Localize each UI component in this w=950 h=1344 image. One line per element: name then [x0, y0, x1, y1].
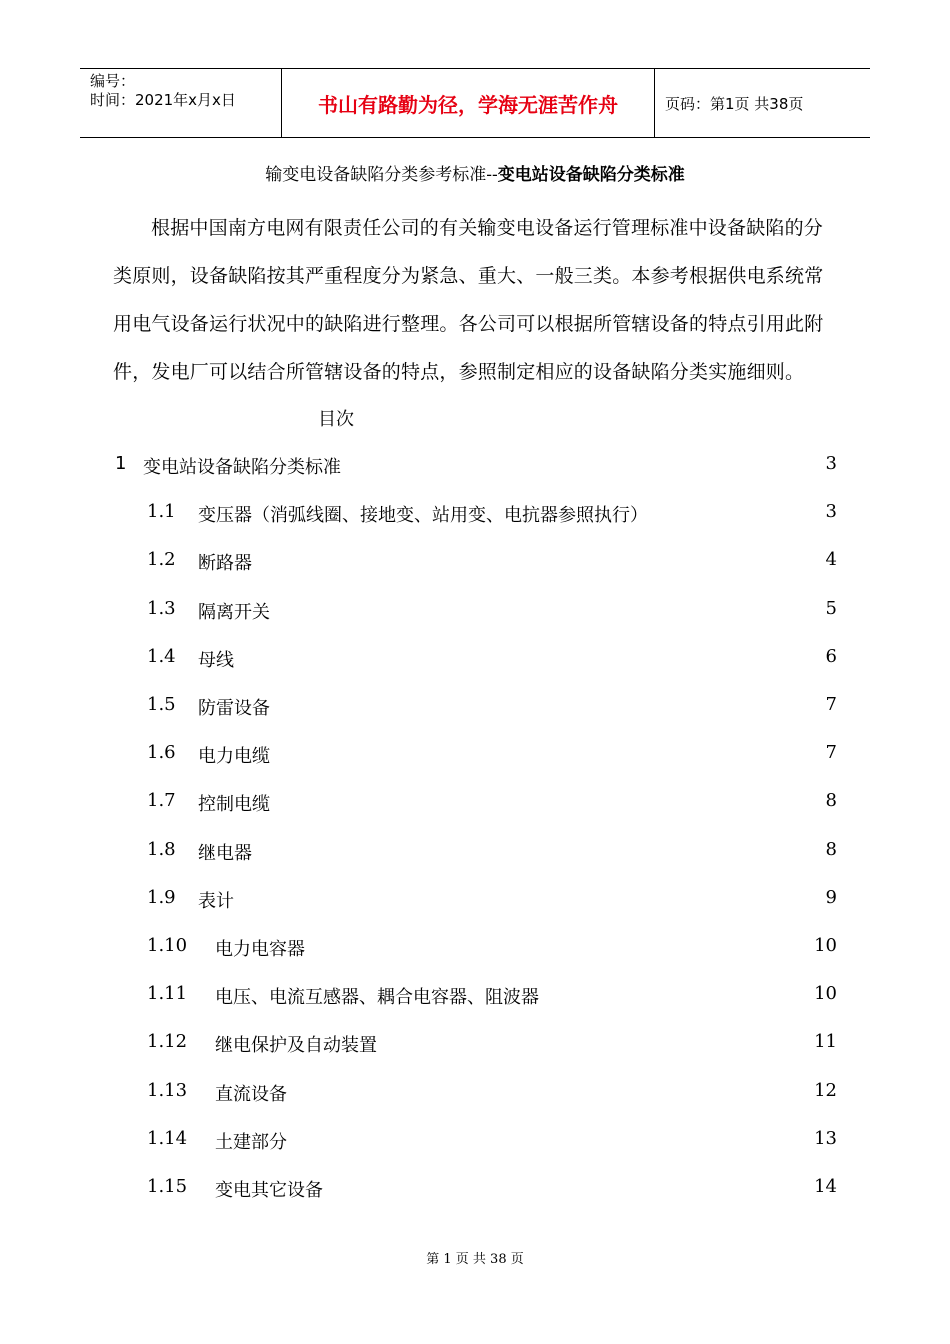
- toc-entry-page: 7: [825, 742, 837, 764]
- toc-entry-label: 电力电容器: [215, 939, 305, 960]
- toc-entry-page: 10: [814, 935, 837, 956]
- toc-entry[interactable]: [113, 549, 837, 579]
- toc-entry-label: 隔离开关: [198, 601, 270, 623]
- toc-entry-label: 土建部分: [215, 1131, 287, 1153]
- title-bold: 变电站设备缺陷分类标准: [497, 165, 685, 185]
- toc-entry-number: 1.6: [147, 742, 176, 764]
- toc-entry-page: 14: [814, 1176, 837, 1197]
- toc-entry-page: 11: [814, 1031, 837, 1053]
- toc-entry-label: 断路器: [198, 553, 252, 575]
- toc-entry-number: 1.9: [147, 886, 176, 908]
- title-prefix: 输变电设备缺陷分类参考标准--: [265, 165, 498, 185]
- toc-entry-number: 1.8: [147, 838, 176, 860]
- time-label: 时间：2021年x月x日: [90, 91, 236, 109]
- page-footer: 第 1 页 共 38 页: [426, 1252, 524, 1267]
- toc-entry-label: 变电其它设备: [215, 1180, 323, 1201]
- toc-entry-label: 直流设备: [215, 1083, 287, 1105]
- toc-entry[interactable]: [113, 935, 837, 965]
- toc-entry-label: 继电器: [198, 842, 252, 864]
- toc-entry[interactable]: [113, 1176, 837, 1206]
- toc-entry-number: 1.13: [147, 1079, 188, 1101]
- toc-entry-page: 6: [825, 645, 837, 667]
- toc-entry-number: 1.4: [147, 645, 176, 667]
- toc-entry-page: 5: [825, 597, 837, 619]
- toc-entry[interactable]: [113, 694, 837, 724]
- toc-entry-page: 7: [825, 694, 837, 715]
- toc-entry[interactable]: [113, 790, 837, 820]
- toc-entry-number: 1.2: [147, 549, 176, 571]
- toc-entry[interactable]: [113, 646, 837, 676]
- toc-entry-label: 电力电缆: [198, 746, 270, 768]
- toc-entry[interactable]: [113, 1128, 837, 1158]
- toc-entry-page: 9: [825, 886, 837, 908]
- toc-entry-number: 1.12: [147, 1031, 188, 1053]
- toc-heading: 目次: [318, 409, 354, 430]
- toc-entry-page: 3: [825, 501, 837, 523]
- toc-entry-label: 控制电缆: [198, 794, 270, 816]
- toc-entry-number: 1.14: [147, 1127, 188, 1149]
- toc-entry[interactable]: [113, 453, 837, 483]
- toc-entry-page: 13: [814, 1127, 837, 1149]
- toc-entry-number: 1.1: [147, 501, 176, 523]
- toc-entry-number: 1.11: [147, 983, 188, 1005]
- toc-entry[interactable]: [113, 983, 837, 1013]
- toc-entry-number: 1.15: [147, 1176, 188, 1197]
- toc-entry-label: 继电保护及自动装置: [215, 1035, 377, 1057]
- toc-entry[interactable]: [113, 742, 837, 772]
- document-title: [0, 160, 950, 185]
- toc-entry[interactable]: [113, 1031, 837, 1061]
- toc-entry-label: 变压器（消弧线圈、接地变、站用变、电抗器参照执行）: [198, 505, 648, 527]
- toc-entry-page: 8: [825, 838, 837, 860]
- toc-entry[interactable]: [113, 501, 837, 531]
- toc-entry-number: 1.7: [147, 790, 176, 812]
- toc-entry-label: 母线: [198, 649, 234, 671]
- toc-entry-page: 4: [825, 549, 837, 571]
- toc-entry[interactable]: [113, 1080, 837, 1110]
- toc-entry-page: 12: [814, 1079, 837, 1101]
- toc-entry-label: 变电站设备缺陷分类标准: [143, 457, 341, 478]
- toc-entry-label: 电压、电流互感器、耦合电容器、阻波器: [215, 987, 539, 1009]
- toc-entry-number: 1.10: [147, 935, 188, 956]
- header-motto: 书山有路勤为径，学海无涯苦作舟: [282, 69, 655, 137]
- toc-entry-number: 1.3: [147, 597, 176, 619]
- toc-entry[interactable]: [113, 598, 837, 628]
- toc-entry-label: 防雷设备: [198, 698, 270, 719]
- toc-entry-label: 表计: [198, 890, 234, 912]
- header-table: [80, 68, 870, 138]
- toc-entry[interactable]: [113, 887, 837, 917]
- header-meta-cell: [80, 69, 282, 137]
- toc-entry-number: 1: [115, 453, 127, 474]
- intro-paragraph: 根据中国南方电网有限责任公司的有关输变电设备运行管理标准中设备缺陷的分类原则，设备缺陷按其严重程度分为紧急、重大、一般三类。本参考根据供电系统常用电气设备运行状况中的缺陷进行整理。各公司可以根据所管辖设备的特点引用此附件，发电厂可以结合所管辖设备的特点，参照制定相应的设备缺陷分类实施细则。: [113, 217, 824, 383]
- toc-entry-page: 8: [825, 790, 837, 812]
- toc-entry-page: 10: [814, 983, 837, 1005]
- header-page-info: 页码：第1页 共38页: [665, 94, 804, 113]
- toc-entry[interactable]: [113, 839, 837, 869]
- toc-entry-number: 1.5: [147, 694, 176, 715]
- number-label: 编号：: [90, 72, 136, 90]
- toc-entry-page: 3: [825, 453, 837, 474]
